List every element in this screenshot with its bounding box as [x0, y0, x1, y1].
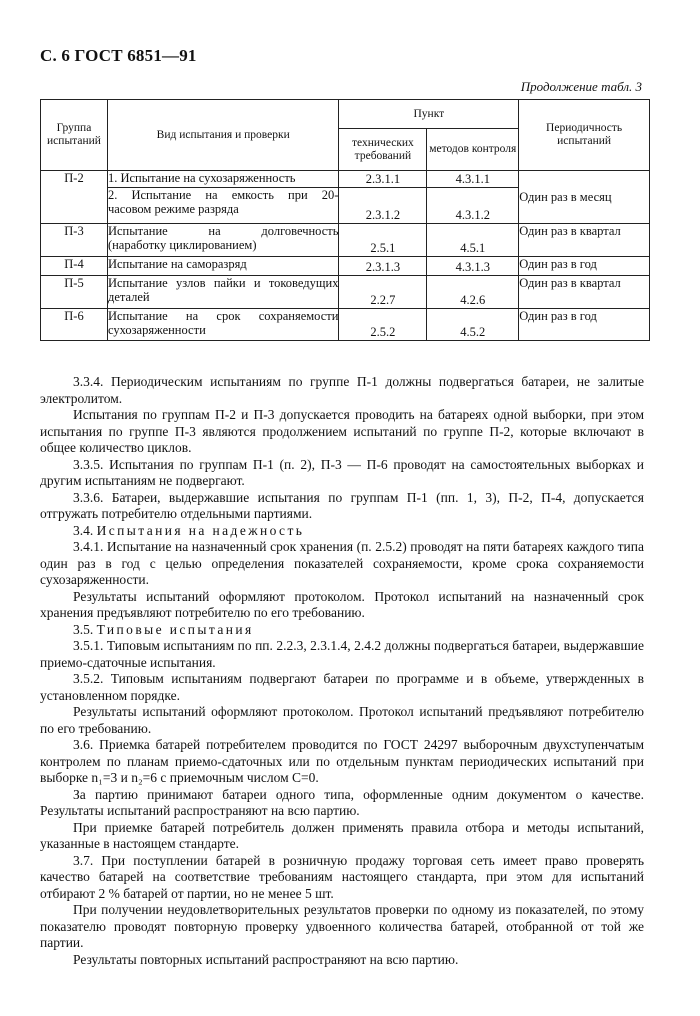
section-number: 3.5.	[73, 621, 94, 637]
tests-table	[40, 99, 650, 341]
row-method-clause: 4.5.1	[427, 224, 519, 257]
header-periodicity: Периодичность испытаний	[519, 100, 650, 171]
row-name: 1. Испытание на сухозаряженность	[107, 171, 339, 188]
row-name: 2. Испытание на емкость при 20- часовом режиме разряда	[107, 188, 339, 224]
paragraph: 3.5.1. Типовым испытаниям по пп. 2.2.3, 2.3.1.4, 2.4.2 должны подвергаться батареи, выдержавшие приемо-сдаточные испытания.	[40, 638, 644, 670]
section-title: Испытания на надежность	[96, 522, 305, 538]
section-number: 3.4.	[73, 522, 94, 538]
paragraph: 3.3.4. Периодическим испытаниям по группе П-1 должны подвергаться батареи, не залитые электролитом.	[40, 374, 644, 406]
paragraph: Испытания по группам П-2 и П-3 допускается проводить на батареях одной выборки, при этом испытания по группе П-3 являются продолжением испытаний по группе П-2, которые включают в общее количество циклов.	[40, 407, 644, 455]
row-period: Один раз в квартал	[519, 276, 650, 309]
header-group: Группа испытаний	[41, 100, 108, 171]
row-period: Один раз в год	[519, 309, 650, 341]
row-group: П-4	[41, 257, 108, 276]
header-clause: Пункт	[339, 100, 519, 129]
table-caption: Продолжение табл. 3	[520, 79, 642, 94]
paragraph: За партию принимают батареи одного типа, оформленные одним документом о качестве. Результаты испытаний распространяют на всю партию.	[40, 786, 644, 818]
row-period: Один раз в месяц	[519, 171, 650, 224]
row-period: Один раз в квартал	[519, 224, 650, 257]
row-group: П-3	[41, 224, 108, 257]
row-tech-clause: 2.5.1	[339, 224, 427, 257]
row-tech-clause: 2.2.7	[339, 276, 427, 309]
row-group: П-5	[41, 276, 108, 309]
row-method-clause: 4.2.6	[427, 276, 519, 309]
section-title: Типовые испытания	[96, 621, 254, 637]
row-method-clause: 4.3.1.2	[427, 188, 519, 224]
row-group: П-6	[41, 309, 108, 341]
paragraph: При получении неудовлетворительных результатов проверки по одному из показателей, по этому показателю проводят повторную проверку удвоенного количества батарей, отобранной от той же партии.	[40, 902, 644, 950]
row-name: Испытание на срок сохраняемости сухозаряженности	[107, 309, 339, 341]
row-group: П-2	[41, 171, 108, 224]
row-tech-clause: 2.5.2	[339, 309, 427, 341]
row-method-clause: 4.3.1.1	[427, 171, 519, 188]
paragraph: 3.6. Приемка батарей потребителем проводится по ГОСТ 24297 выборочным двухступенчатым контролем по планам приемо-сдаточных или по отдельным пунктам периодических испытаний при выборке n₁=3 и n₂=6 с приемочным числом C=0.	[40, 737, 644, 785]
page-header: С. 6 ГОСТ 6851—91	[40, 46, 197, 65]
row-tech-clause: 2.3.1.3	[339, 257, 427, 276]
paragraph: Результаты повторных испытаний распространяют на всю партию.	[73, 951, 459, 967]
row-method-clause: 4.3.1.3	[427, 257, 519, 276]
row-tech-clause: 2.3.1.1	[339, 171, 427, 188]
section-heading	[40, 622, 644, 639]
row-period: Один раз в год	[519, 257, 650, 276]
paragraph: 3.4.1. Испытание на назначенный срок хранения (п. 2.5.2) проводят на пяти батареях каждого типа один раз в год с целью определения показателей сохраняемости, кроме срока сохраняемости сухозаряженности.	[40, 539, 644, 587]
row-method-clause: 4.5.2	[427, 309, 519, 341]
row-name: Испытание на саморазряд	[107, 257, 339, 276]
paragraph: 3.3.6. Батареи, выдержавшие испытания по группам П-1 (пп. 1, 3), П-2, П-4, допускается отгружать потребителю отдельными партиями.	[40, 489, 644, 521]
paragraph: 3.7. При поступлении батарей в розничную продажу торговая сеть имеет право проверять качество батарей на соответствие требованиям настоящего стандарта, при этом для испытаний отбирают 2 % батарей от партии, но не менее 5 шт.	[40, 852, 644, 901]
row-name: Испытание узлов пайки и токоведущих деталей	[107, 276, 339, 309]
header-methods: методов контроля	[427, 129, 519, 171]
paragraph: 3.5.2. Типовым испытаниям подвергают батареи по программе и в объеме, утвержденных в установленном порядке.	[40, 671, 644, 703]
header-kind: Вид испытания и проверки	[107, 100, 339, 171]
section-heading	[40, 523, 644, 540]
header-tech: технических требований	[339, 129, 427, 171]
row-name: Испытание на долговечность (наработку циклированием)	[107, 224, 339, 257]
row-tech-clause: 2.3.1.2	[339, 188, 427, 224]
paragraph: При приемке батарей потребитель должен применять правила отбора и методы испытаний, указанные в настоящем стандарте.	[40, 819, 644, 851]
paragraph: Результаты испытаний оформляют протоколом. Протокол испытаний на назначенный срок хранения предъявляют потребителю по его требованию.	[40, 588, 644, 620]
body-text	[40, 374, 644, 968]
paragraph: Результаты испытаний оформляют протоколом. Протокол испытаний предъявляют потребителю по его требованию.	[40, 704, 644, 736]
paragraph: 3.3.5. Испытания по группам П-1 (п. 2), П-3 — П-6 проводят на самостоятельных выборках и другим испытаниям не подвергают.	[40, 456, 644, 488]
